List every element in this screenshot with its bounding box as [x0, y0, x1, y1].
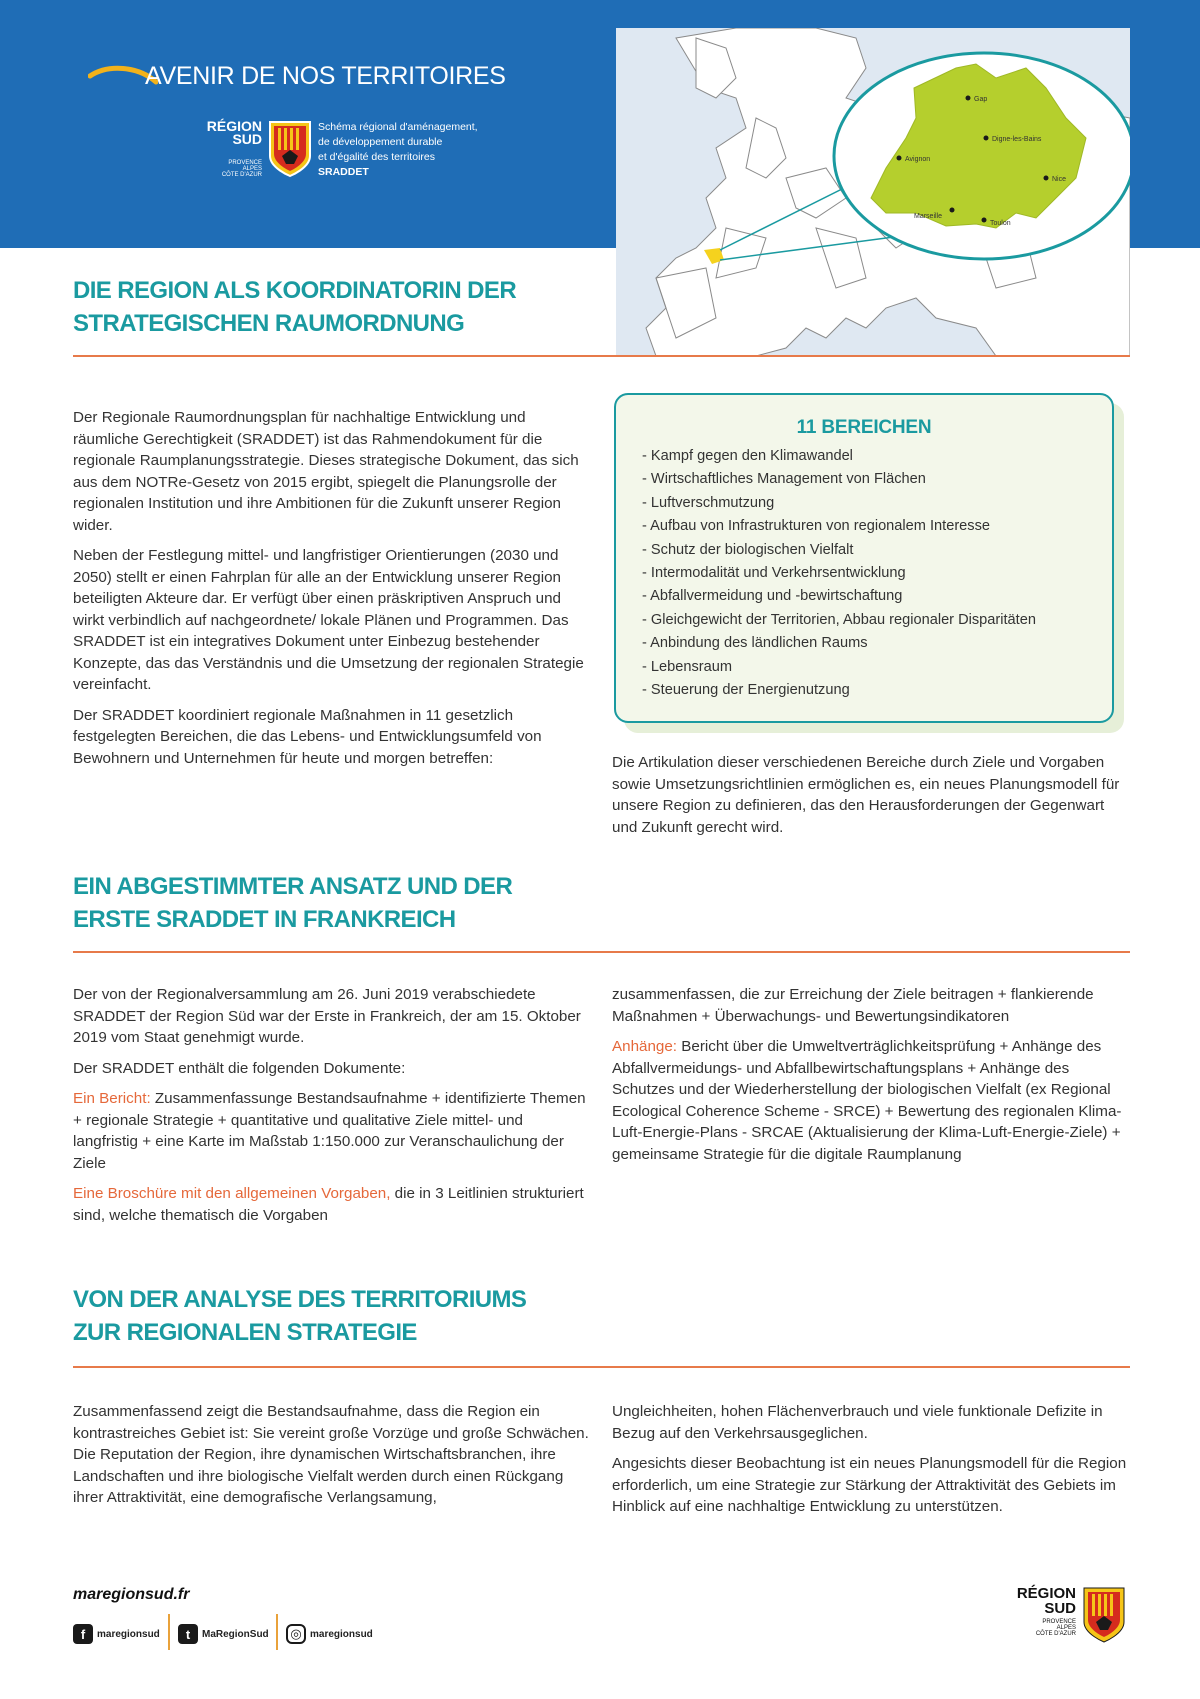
list-item: - Schutz der biologischen Vielfalt — [642, 541, 854, 558]
map-city-label: Digne-les-Bains — [992, 136, 1042, 143]
section1-left-column — [73, 407, 591, 778]
section-title-ansatz: EIN ABGESTIMMTER ANSATZ UND DER ERSTE SRADDET IN FRANKREICH — [73, 873, 513, 933]
paragraph: zusammenfassen, die zur Erreichung der Ziele beitragen + flankierende Maßnahmen + Überwachungs- und Bewertungsindikatoren — [612, 986, 1094, 1025]
list-item: - Intermodalität und Verkehrsentwicklung — [642, 565, 906, 582]
logo-description: Schéma régional d'aménagement, de développement durable et d'égalité des territoires SRADDET — [318, 121, 478, 178]
list-item: - Lebensraum — [642, 658, 733, 675]
twitter-link[interactable]: t MaRegionSud — [178, 1617, 269, 1651]
region-logo — [200, 120, 500, 180]
map-city-label: Gap — [974, 96, 988, 103]
section1-right-column — [612, 752, 1132, 847]
paragraph: Ungleichheiten, hohen Flächenverbrauch und viele funktionale Defizite in Bezug auf den Verkehrsausgeglichen. — [612, 1403, 1103, 1442]
section-divider — [73, 355, 1130, 357]
map-graphic — [616, 28, 1130, 356]
europe-map — [616, 28, 1130, 356]
list-item: - Wirtschaftliches Management von Flächen — [642, 471, 926, 488]
map-city-label: Toulon — [990, 220, 1011, 227]
instagram-link[interactable]: ◎ maregionsud — [286, 1617, 373, 1651]
logo-wordmark: RÉGION SUD — [206, 118, 262, 147]
footer-region-logo — [1008, 1586, 1138, 1648]
paragraph: Neben der Festlegung mittel- und langfristiger Orientierungen (2030 und 2050) stellt er einen Fahrplan für alle an der Entwicklung unserer Region beteiligten Akteure dar. Er verfügt über einen präskriptiven Anspruch und wirkt verbindlich auf nachgeordnete/ lokale Plänen und Programmen. Das SRADDET ist ein integratives Dokument unter Einbezug bestehender Konzepte, das das Verständnis und die Umsetzung der regionalen Strategie vereinfacht. — [73, 547, 584, 693]
paragraph: Die Artikulation dieser verschiedenen Bereiche durch Ziele und Vorgaben sowie Umsetzungsrichtlinien ermöglichen es, ein neues Planungsmodell für unsere Region zu definieren, das den Herausforderungen der Gegenwart und Zukunft gerecht wird. — [612, 754, 1120, 836]
paragraph: Zusammenfassend zeigt die Bestandsaufnahme, dass die Region ein kontrastreiches Gebiet ist: Sie vereint große Vorzüge und große Schwächen. Die Reputation der Region, ihre dynamischen Wirtschaftsbranchen, ihre Landschaften und ihre biologische Vielfalt werden durch einen Rückgang ihrer Attraktivität, eine demografische Verlangsamung, — [73, 1403, 589, 1506]
footer-logo-wordmark: RÉGION SUD — [1016, 1585, 1076, 1617]
paragraph: Der von der Regionalversammlung am 26. Juni 2019 verabschiedete SRADDET der Region Süd war der Erste in Frankreich, der am 15. Oktober 2019 vom Staat genehmigt wurde. — [73, 986, 581, 1046]
bereichen-box — [614, 393, 1114, 723]
map-city-label: Marseille — [914, 213, 943, 220]
section-divider — [73, 1366, 1130, 1368]
shield-icon — [268, 120, 312, 178]
instagram-icon: ◎ — [286, 1624, 306, 1644]
section3-left-column — [73, 1401, 591, 1518]
section3-right-column — [612, 1401, 1132, 1527]
brand-title: AVENIR DE NOS TERRITOIRES — [145, 62, 506, 90]
paragraph: Angesichts dieser Beobachtung ist ein neues Planungsmodell für die Region erforderlich, um eine Strategie zur Stärkung der Attraktivität des Gebiets im Hinblick auf eine nachhaltige Entwicklung zu unterstützen. — [612, 1455, 1127, 1515]
list-item: - Gleichgewicht der Territorien, Abbau regionaler Disparitäten — [642, 611, 1036, 628]
twitter-icon: t — [178, 1624, 198, 1644]
list-item: - Luftverschmutzung — [642, 494, 775, 511]
social-separator — [168, 1614, 170, 1650]
section-title-koordinatorin: DIE REGION ALS KOORDINATORIN DER STRATEGISCHEN RAUMORDNUNG — [73, 277, 517, 337]
highlight-label: Eine Broschüre mit den allgemeinen Vorgaben, — [73, 1185, 391, 1202]
footer-logo-subtitle: PROVENCE ALPES CÔTE D'AZUR — [1035, 1619, 1076, 1637]
footer-shield-icon — [1082, 1586, 1126, 1644]
map-city-label: Nice — [1052, 176, 1067, 183]
section-title-analyse: VON DER ANALYSE DES TERRITORIUMS ZUR REGIONALEN STRATEGIE — [73, 1286, 527, 1346]
highlight-label: Ein Bericht: — [73, 1090, 151, 1107]
social-separator — [276, 1614, 278, 1650]
list-item: - Aufbau von Infrastrukturen von regionalem Interesse — [642, 518, 991, 535]
paragraph: Der SRADDET koordiniert regionale Maßnahmen in 11 gesetzlich festgelegten Bereichen, die das Lebens- und Entwicklungsumfeld von Bewohnern und Unternehmen für heute und morgen betreffen: — [73, 706, 542, 767]
paragraph: Eine Broschüre mit den allgemeinen Vorgaben, die in 3 Leitlinien strukturiert sind, welche thematisch die Vorgaben — [73, 1185, 584, 1224]
box-title: 11 BEREICHEN — [796, 417, 932, 438]
footer-website-link[interactable]: maregionsud.fr — [73, 1586, 190, 1603]
paragraph: Der SRADDET enthält die folgenden Dokumente: — [73, 1059, 406, 1077]
section2-right-column — [612, 984, 1132, 1174]
paragraph: Ein Bericht: Zusammenfassunge Bestandsaufnahme + identifizierte Themen + regionale Strategie + quantitative und qualitative Ziele mittel- und langfristig + eine Karte im Maßstab 1:150.000 zur Veranschaulichung der Ziele — [73, 1090, 586, 1172]
logo-subtitle: PROVENCE ALPES CÔTE D'AZUR — [221, 160, 262, 178]
bereichen-list — [616, 445, 1112, 702]
list-item: - Steuerung der Energienutzung — [642, 682, 850, 699]
list-item: - Anbindung des ländlichen Raums — [642, 635, 868, 652]
highlight-label: Anhänge: — [612, 1038, 678, 1055]
section2-left-column — [73, 984, 591, 1235]
list-item: - Kampf gegen den Klimawandel — [642, 448, 853, 464]
paragraph: Anhänge: Bericht über die Umweltverträglichkeitsprüfung + Anhänge des Abfallvermeidungs- und Abfallbewirtschaftungsplans + Anhänge des Schutzes und der Wiederherstellung der biologischen Vielfalt (ex Regional Ecological Coherence Scheme - SRCE) + Bewertung des regionalen Klima-Luft-Energie-Plans - SRCAE (Aktualisierung der Klima-Luft-Energie-Ziele) + gemeinsame Strategie für die digitale Raumplanung — [612, 1038, 1122, 1163]
paragraph: Der Regionale Raumordnungsplan für nachhaltige Entwicklung und räumliche Gerechtigkeit (SRADDET) ist das Rahmendokument für die regionale Raumplanungsstrategie. Dieses strategische Dokument, das sich aus dem NOTRe-Gesetz von 2015 ergibt, spiegelt die Planungsrolle der regionalen Institution und ihre Ambitionen für die Zukunft unserer Region wider. — [73, 409, 579, 534]
facebook-link[interactable]: f maregionsud — [73, 1617, 160, 1651]
section-divider — [73, 951, 1130, 953]
list-item: - Abfallvermeidung und -bewirtschaftung — [642, 588, 903, 605]
facebook-icon: f — [73, 1624, 93, 1644]
map-city-label: Avignon — [905, 156, 931, 163]
